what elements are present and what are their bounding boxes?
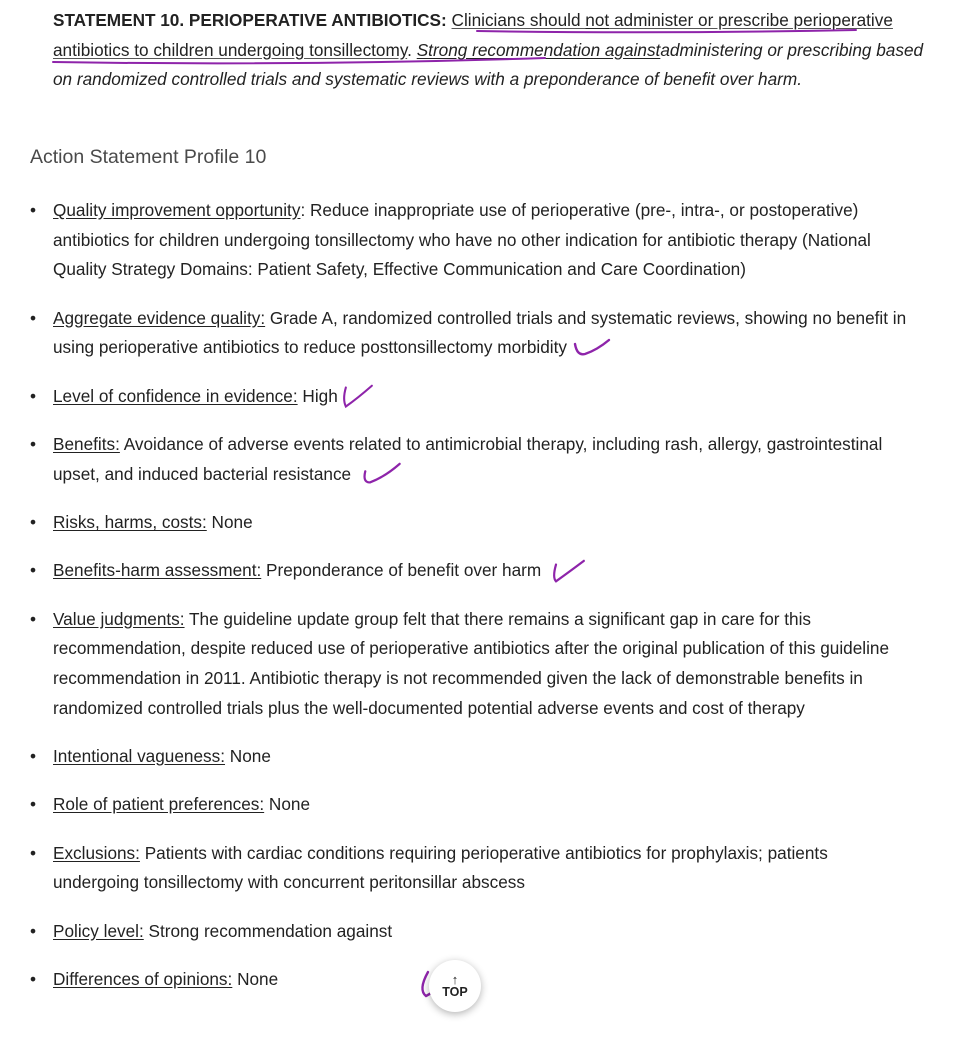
list-item-confidence bbox=[53, 382, 918, 412]
scroll-to-top-button[interactable] bbox=[429, 960, 481, 1012]
statement-10: STATEMENT 10. PERIOPERATIVE ANTIBIOTICS: Clinicians should not administer or prescribe perioperative antibiotics to children undergoing tonsillectomy. Strong recommendation againstadministering or prescribing based on randomized controlled trials and systematic reviews with a preponderance of benefit over harm. bbox=[53, 10, 924, 90]
item-text: The guideline update group felt that there remains a significant gap in care for this recommendation, despite reduced use of perioperative antibiotics after the original publication of this guideline recommendation in 2011. Antibiotic therapy is not recommended given the lack of demonstrable benefits in randomized controlled trials plus the well-documented potential adverse events and cost of therapy bbox=[53, 608, 890, 718]
item-term: Value judgments: bbox=[53, 608, 185, 629]
list-item-risks bbox=[53, 508, 918, 538]
list-item-patient-preferences bbox=[53, 790, 918, 820]
item-text: None bbox=[225, 746, 271, 766]
list-item-quality: • Quality improvement opportunity: Reduce inappropriate use of perioperative (pre-, intra-, or postoperative) antibiotics for children undergoing tonsillectomy who have no other indication for antibiotic therapy (National Quality Strategy Domains: Patient Safety, Effective Communication and Care Coordination) bbox=[53, 196, 918, 285]
item-text: High bbox=[297, 385, 338, 406]
item-text: None bbox=[206, 512, 253, 532]
item-term: Exclusions: bbox=[53, 842, 140, 863]
list-item-policy-level bbox=[53, 917, 918, 947]
list-item-evidence-quality bbox=[53, 304, 918, 363]
item-text: Avoidance of adverse events related to antimicrobial therapy, including rash, allergy, gastrointestinal upset, and induced bacterial resistance bbox=[53, 434, 883, 484]
list-item-benefits-harm bbox=[53, 556, 918, 586]
handwritten-check-icon bbox=[549, 559, 589, 585]
statement-not: not bbox=[585, 10, 610, 30]
item-text: Patients with cardiac conditions requiring perioperative antibiotics for prophylaxis; patients undergoing tonsillectomy with concurrent peritonsillar abscess bbox=[53, 842, 828, 893]
item-term: Differences of opinions: bbox=[53, 968, 233, 989]
item-term: Benefits-harm assessment: bbox=[53, 560, 262, 581]
item-term: Role of patient preferences: bbox=[53, 794, 265, 815]
arrow-up-icon: ↑ bbox=[451, 971, 459, 987]
item-term: Quality improvement opportunity bbox=[53, 200, 301, 220]
list-item-value-judgments bbox=[53, 605, 918, 724]
handwritten-check-icon bbox=[338, 384, 378, 410]
item-text: None bbox=[264, 794, 311, 815]
item-text: Strong recommendation against bbox=[143, 920, 393, 941]
handwritten-check-icon bbox=[571, 336, 615, 362]
item-term: Level of confidence in evidence: bbox=[53, 385, 298, 406]
item-text: Reduce inappropriate use of perioperative (pre-, intra-, or postoperative) antibiotics for children undergoing tonsillectomy who have no other indication for antibiotic therapy (National Quality Strategy Domains: Patient Safety, Effective Communication and Care Coordination) bbox=[53, 200, 871, 280]
list-item-exclusions bbox=[53, 839, 918, 898]
item-term: Policy level: bbox=[53, 920, 144, 941]
list-item-benefits bbox=[53, 430, 918, 489]
top-button-label: TOP bbox=[442, 984, 468, 999]
profile-title: Action Statement Profile 10 bbox=[30, 146, 267, 168]
item-term: Benefits: bbox=[53, 434, 120, 454]
statement-strength: Strong recommendation against bbox=[416, 39, 661, 60]
item-term: Aggregate evidence quality: bbox=[53, 307, 266, 328]
handwritten-check-icon bbox=[359, 462, 405, 488]
item-term: Risks, harms, costs: bbox=[53, 512, 207, 532]
statement-text: Clinicians should not administer or prescribe perioperative antibiotics to children undergoing tonsillectomy bbox=[53, 10, 893, 60]
statement-strength-rest: administering or prescribing based on randomized controlled trials and systematic reviews with a preponderance of benefit over harm. bbox=[53, 39, 924, 90]
statement-heading: STATEMENT 10. PERIOPERATIVE ANTIBIOTICS: bbox=[53, 10, 447, 30]
item-term: Intentional vagueness: bbox=[53, 746, 226, 766]
item-text: Grade A, randomized controlled trials and systematic reviews, showing no benefit in using perioperative antibiotics to reduce posttonsillectomy morbidity bbox=[53, 307, 907, 358]
item-text: Preponderance of benefit over harm bbox=[261, 560, 542, 581]
profile-list bbox=[53, 196, 918, 1013]
list-item-vagueness bbox=[53, 742, 918, 772]
item-text: None bbox=[232, 968, 279, 989]
list-item-differences bbox=[53, 965, 918, 995]
